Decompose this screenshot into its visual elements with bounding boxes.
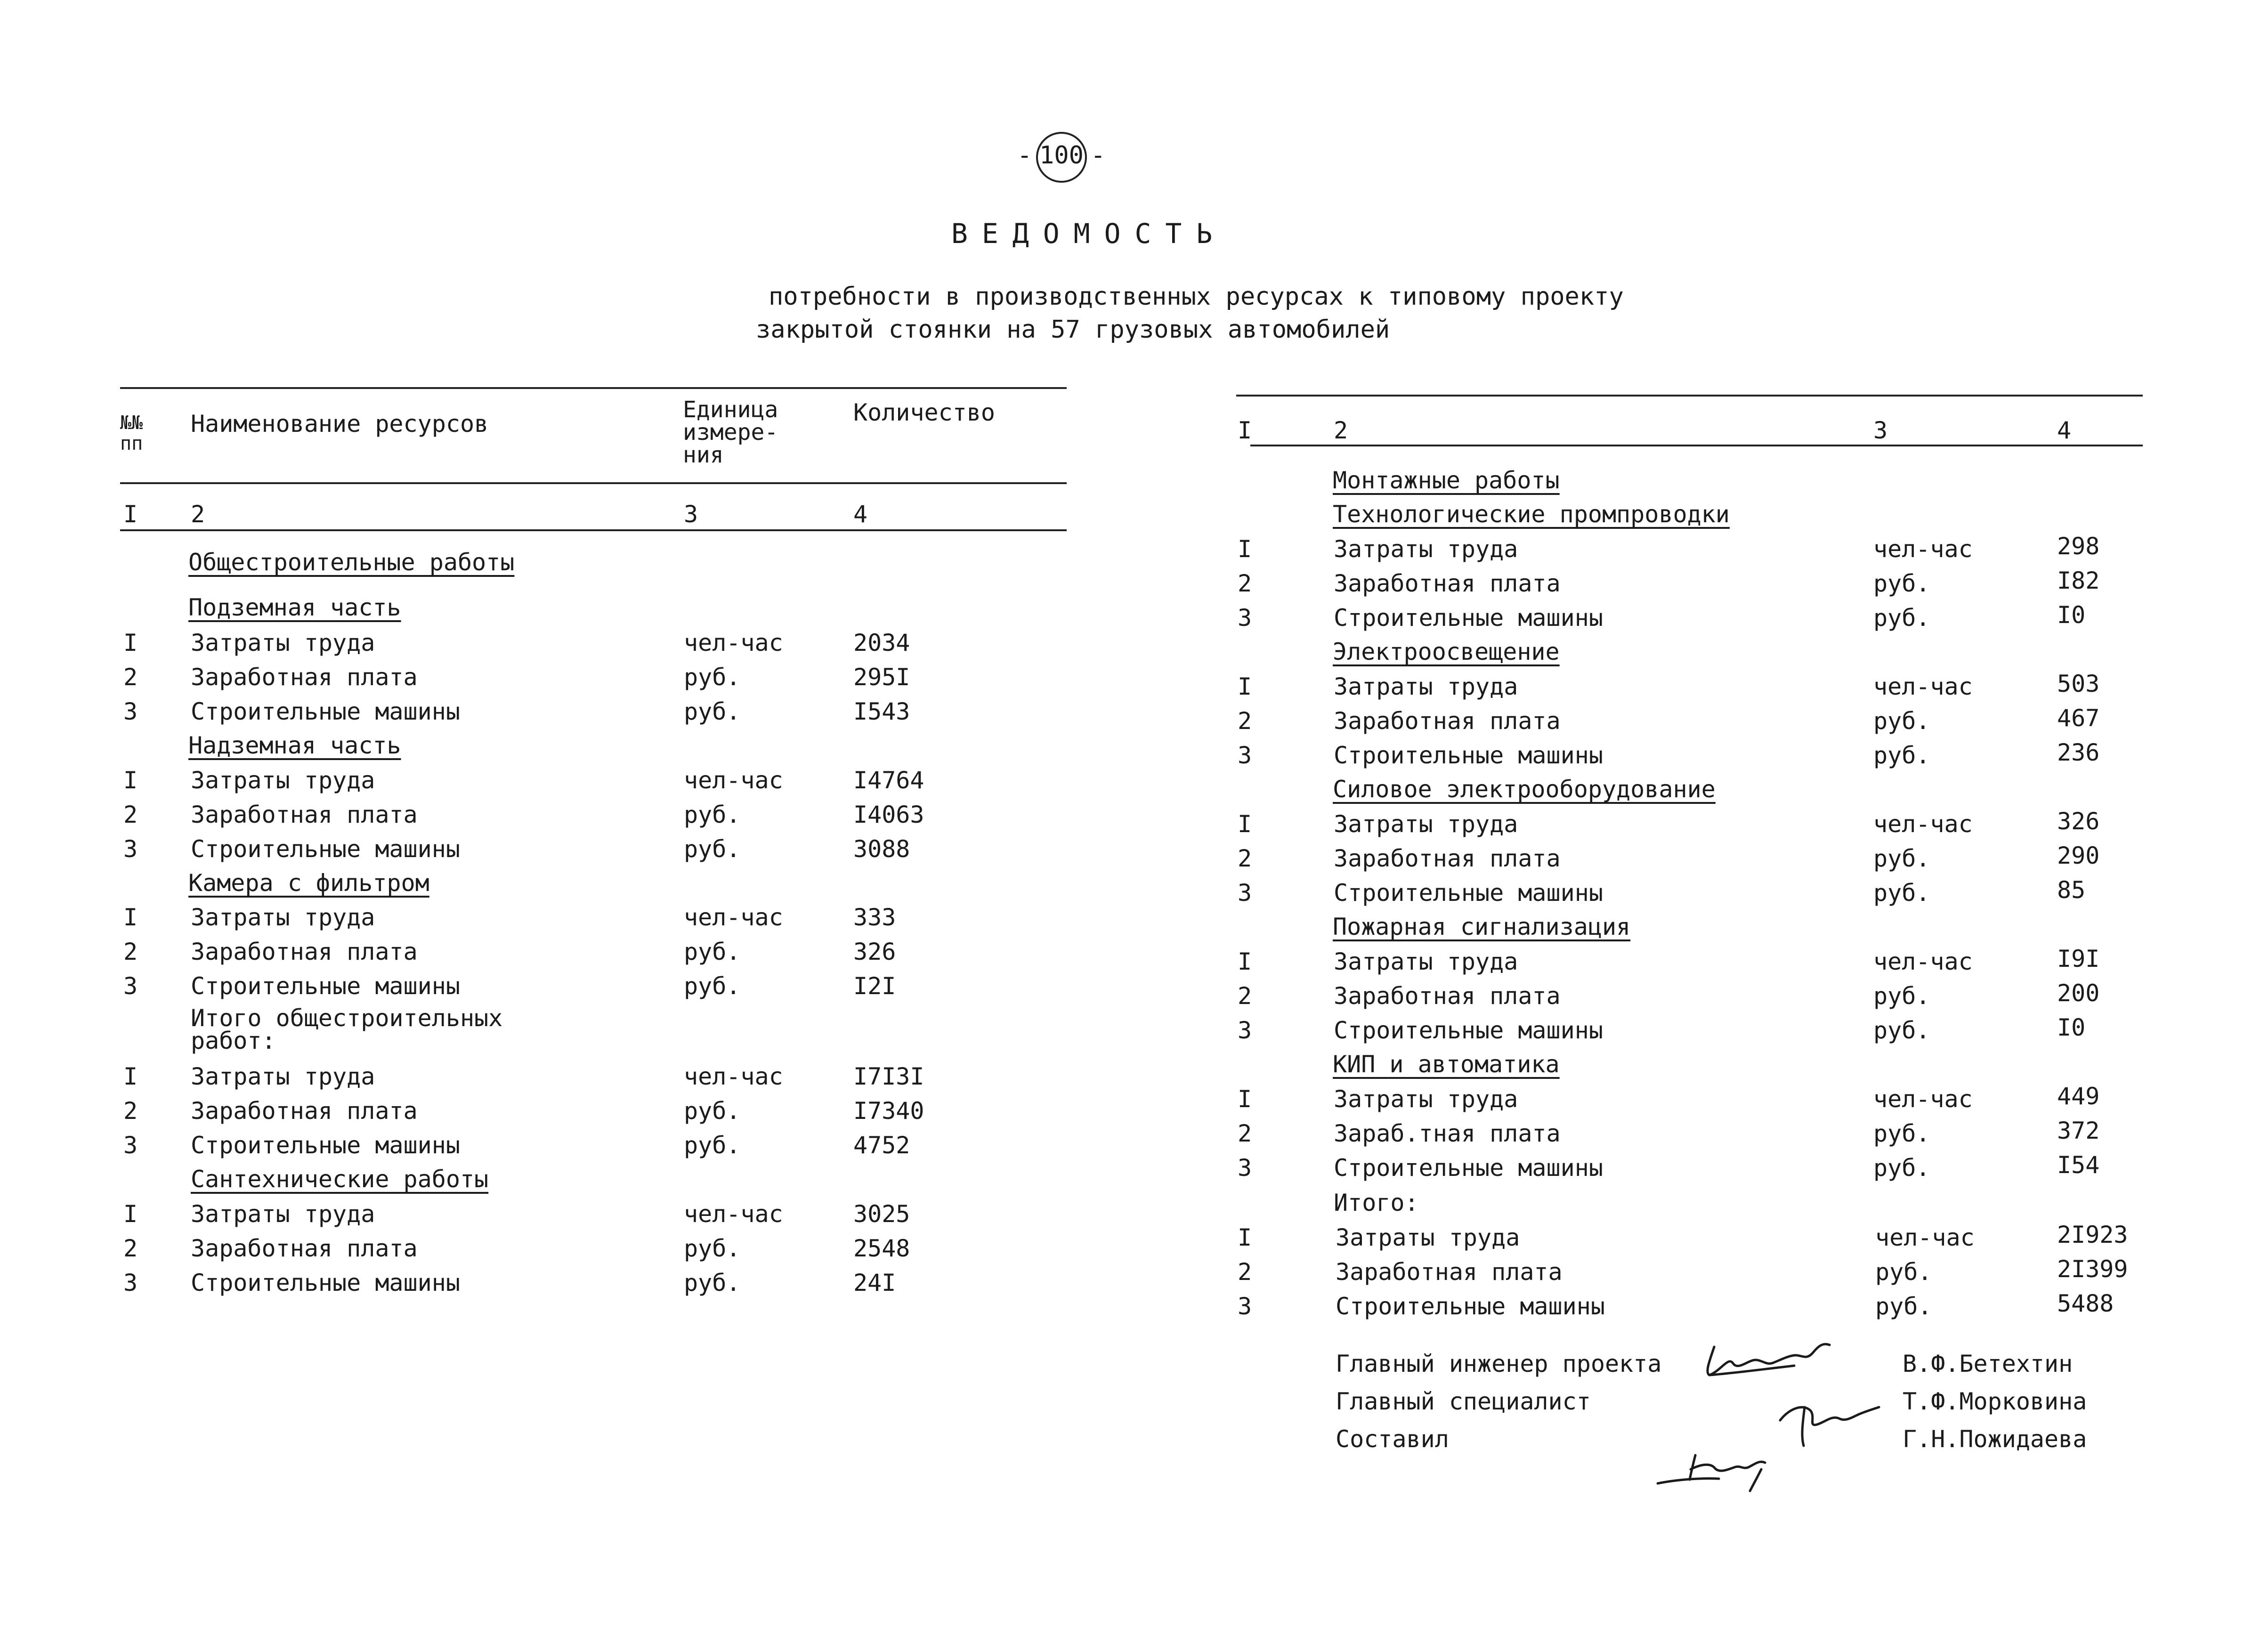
row-unit: чел-час bbox=[684, 904, 783, 931]
row-unit: руб. bbox=[1873, 1017, 1930, 1044]
row-name: Заработная плата bbox=[191, 1097, 418, 1125]
colnum-3: 3 bbox=[1873, 417, 1888, 444]
section-title: Общестроительные работы bbox=[188, 549, 515, 576]
row-name: Заработная плата bbox=[191, 801, 418, 828]
row-name: Строительные машины bbox=[191, 835, 460, 863]
row-unit: руб. bbox=[684, 972, 741, 1000]
row-unit: руб. bbox=[1873, 982, 1930, 1010]
signature-stroke bbox=[1708, 1344, 1830, 1375]
row-name: Затраты труда bbox=[191, 767, 375, 794]
row-unit: руб. bbox=[684, 938, 741, 965]
row-unit: руб. bbox=[684, 835, 741, 863]
row-name: Строительные машины bbox=[1336, 1293, 1605, 1320]
group-title: Электроосвещение bbox=[1333, 638, 1560, 665]
row-qty: 85 bbox=[2057, 876, 2086, 904]
row-number: 2 bbox=[1238, 707, 1252, 735]
row-qty: 5488 bbox=[2057, 1290, 2114, 1317]
row-name: Заработная плата bbox=[191, 938, 418, 965]
page-number-text: 100 bbox=[1039, 141, 1084, 170]
row-name: Строительные машины bbox=[191, 972, 460, 1000]
row-qty: I4764 bbox=[853, 767, 924, 794]
row-qty: I543 bbox=[853, 698, 910, 725]
row-unit: чел-час bbox=[1873, 535, 1973, 563]
left-header-rule bbox=[120, 482, 1067, 484]
handwritten-signatures bbox=[1639, 1328, 1903, 1498]
row-unit: руб. bbox=[1873, 879, 1930, 907]
row-number: 3 bbox=[1238, 1154, 1252, 1182]
row-qty: 326 bbox=[853, 938, 896, 965]
row-qty: I9I bbox=[2057, 945, 2100, 972]
row-qty: 333 bbox=[853, 904, 896, 931]
colnum-2: 2 bbox=[1334, 417, 1348, 444]
section-title: Монтажные работы bbox=[1333, 467, 1560, 494]
row-name: Затраты труда bbox=[1334, 948, 1518, 975]
row-qty: 295I bbox=[853, 664, 910, 691]
signature-role: Главный специалист bbox=[1336, 1388, 1591, 1415]
row-unit: руб. bbox=[684, 1132, 741, 1159]
row-number: I bbox=[123, 629, 138, 656]
total-title: Итого общестроительных работ: bbox=[191, 1004, 503, 1054]
colnum-1: I bbox=[123, 501, 138, 528]
row-number: 2 bbox=[123, 1235, 138, 1262]
row-qty: 2548 bbox=[853, 1235, 910, 1262]
row-qty: I2I bbox=[853, 972, 896, 1000]
row-number: I bbox=[1238, 535, 1252, 563]
row-number: 2 bbox=[1238, 982, 1252, 1010]
row-number: 3 bbox=[1238, 604, 1252, 632]
row-number: I bbox=[123, 767, 138, 794]
row-number: I bbox=[1238, 1224, 1252, 1251]
row-qty: 4752 bbox=[853, 1132, 910, 1159]
row-qty: 24I bbox=[853, 1269, 896, 1296]
signature-name: Т.Ф.Морковина bbox=[1903, 1388, 2087, 1415]
row-number: I bbox=[1238, 948, 1252, 975]
row-number: 3 bbox=[1238, 879, 1252, 907]
colnum-3: 3 bbox=[684, 501, 698, 528]
row-name: Затраты труда bbox=[191, 629, 375, 656]
row-name: Зараб.тная плата bbox=[1334, 1120, 1561, 1147]
header-no: №№ пп bbox=[120, 412, 143, 454]
colnum-4: 4 bbox=[2057, 417, 2072, 444]
row-number: I bbox=[1238, 673, 1252, 700]
row-unit: руб. bbox=[684, 1269, 741, 1296]
row-number: 3 bbox=[123, 1132, 138, 1159]
row-qty: 2034 bbox=[853, 629, 910, 656]
row-unit: руб. bbox=[684, 698, 741, 725]
row-qty: 372 bbox=[2057, 1117, 2100, 1144]
row-number: 2 bbox=[123, 801, 138, 828]
row-number: 3 bbox=[1238, 1293, 1252, 1320]
signature-stroke bbox=[1780, 1407, 1879, 1425]
header-unit: Единица измере- ния bbox=[683, 397, 778, 468]
row-unit: руб. bbox=[1873, 845, 1930, 872]
row-name: Строительные машины bbox=[1334, 1154, 1603, 1182]
group-title: Пожарная сигнализация bbox=[1333, 913, 1631, 940]
group-title: Сантехнические работы bbox=[191, 1166, 489, 1193]
row-name: Строительные машины bbox=[1334, 1017, 1603, 1044]
row-unit: чел-час bbox=[684, 629, 783, 656]
header-qty: Количество bbox=[853, 399, 996, 426]
row-qty: I0 bbox=[2057, 1014, 2086, 1041]
row-qty: 449 bbox=[2057, 1083, 2100, 1110]
row-name: Затраты труда bbox=[191, 1063, 375, 1090]
group-title: КИП и автоматика bbox=[1333, 1051, 1560, 1078]
row-name: Затраты труда bbox=[1336, 1224, 1520, 1251]
row-name: Строительные машины bbox=[1334, 879, 1603, 907]
row-number: 2 bbox=[1238, 845, 1252, 872]
row-name: Заработная плата bbox=[1336, 1258, 1563, 1286]
row-unit: руб. bbox=[1875, 1258, 1932, 1286]
row-name: Затраты труда bbox=[1334, 810, 1518, 838]
row-number: 3 bbox=[123, 1269, 138, 1296]
row-unit: чел-час bbox=[1875, 1224, 1975, 1251]
row-qty: I4063 bbox=[853, 801, 924, 828]
row-name: Затраты труда bbox=[191, 1200, 375, 1228]
row-qty: I82 bbox=[2057, 567, 2100, 594]
right-top-rule bbox=[1236, 395, 2143, 397]
row-unit: чел-час bbox=[684, 767, 783, 794]
row-name: Строительные машины bbox=[191, 1269, 460, 1296]
signature-name: В.Ф.Бетехтин bbox=[1903, 1350, 2073, 1377]
row-number: I bbox=[1238, 810, 1252, 838]
row-qty: 3088 bbox=[853, 835, 910, 863]
row-qty: 467 bbox=[2057, 705, 2100, 732]
document-title: ВЕДОМОСТЬ bbox=[951, 218, 1227, 250]
signature-name: Г.Н.Пожидаева bbox=[1903, 1425, 2087, 1453]
left-colnum-rule bbox=[120, 529, 1067, 531]
row-qty: I0 bbox=[2057, 601, 2086, 629]
signature-stroke bbox=[1690, 1455, 1765, 1480]
row-name: Заработная плата bbox=[191, 664, 418, 691]
row-name: Строительные машины bbox=[191, 1132, 460, 1159]
row-unit: чел-час bbox=[1873, 948, 1973, 975]
right-colnum-rule bbox=[1250, 445, 2143, 446]
signature-role: Составил bbox=[1336, 1425, 1449, 1453]
row-name: Затраты труда bbox=[191, 904, 375, 931]
row-unit: руб. bbox=[1873, 570, 1930, 597]
row-number: I bbox=[123, 904, 138, 931]
row-name: Заработная плата bbox=[1334, 982, 1561, 1010]
row-qty: 290 bbox=[2057, 842, 2100, 869]
row-number: 3 bbox=[123, 972, 138, 1000]
row-unit: чел-час bbox=[1873, 1085, 1973, 1113]
row-unit: руб. bbox=[684, 801, 741, 828]
row-number: 2 bbox=[1238, 1258, 1252, 1286]
row-qty: 236 bbox=[2057, 739, 2100, 766]
row-name: Затраты труда bbox=[1334, 1085, 1518, 1113]
row-unit: руб. bbox=[684, 1097, 741, 1125]
row-unit: руб. bbox=[1873, 1120, 1930, 1147]
row-number: 2 bbox=[123, 1097, 138, 1125]
group-title: Камера с фильтром bbox=[188, 869, 429, 897]
row-number: I bbox=[1238, 1085, 1252, 1113]
row-qty: I54 bbox=[2057, 1151, 2100, 1179]
group-title: Подземная часть bbox=[188, 594, 401, 621]
row-number: 3 bbox=[123, 698, 138, 725]
row-qty: I7I3I bbox=[853, 1063, 924, 1090]
row-number: 3 bbox=[123, 835, 138, 863]
row-number: 3 bbox=[1238, 742, 1252, 769]
total-title: Итого: bbox=[1334, 1189, 1419, 1216]
row-name: Заработная плата bbox=[1334, 707, 1561, 735]
row-unit: чел-час bbox=[684, 1200, 783, 1228]
row-number: I bbox=[123, 1063, 138, 1090]
page-number bbox=[1017, 127, 1106, 184]
signature-role: Главный инженер проекта bbox=[1336, 1350, 1662, 1377]
group-title: Силовое электрооборудование bbox=[1333, 776, 1716, 803]
row-number: 2 bbox=[123, 938, 138, 965]
row-unit: руб. bbox=[1873, 1154, 1930, 1182]
row-qty: 2I923 bbox=[2057, 1221, 2128, 1248]
row-number: I bbox=[123, 1200, 138, 1228]
row-number: 2 bbox=[123, 664, 138, 691]
signature-stroke bbox=[1658, 1478, 1719, 1483]
row-unit: чел-час bbox=[1873, 810, 1973, 838]
row-name: Строительные машины bbox=[1334, 604, 1603, 632]
row-qty: I7340 bbox=[853, 1097, 924, 1125]
row-unit: руб. bbox=[1873, 604, 1930, 632]
colnum-2: 2 bbox=[191, 501, 205, 528]
row-unit: чел-час bbox=[1873, 673, 1973, 700]
row-qty: 200 bbox=[2057, 980, 2100, 1007]
signature-stroke bbox=[1802, 1407, 1805, 1446]
subtitle-line-1: потребности в производственных ресурсах к типовому проекту bbox=[769, 283, 1624, 311]
row-unit: руб. bbox=[684, 1235, 741, 1262]
row-unit: руб. bbox=[1875, 1293, 1932, 1320]
row-qty: 503 bbox=[2057, 670, 2100, 697]
dash-right: - bbox=[1091, 141, 1106, 170]
row-name: Заработная плата bbox=[1334, 845, 1561, 872]
dash-left: - bbox=[1017, 141, 1032, 170]
row-qty: 298 bbox=[2057, 533, 2100, 560]
row-unit: чел-час bbox=[684, 1063, 783, 1090]
row-unit: руб. bbox=[1873, 707, 1930, 735]
group-title: Технологические промпроводки bbox=[1333, 501, 1730, 528]
colnum-1: I bbox=[1238, 417, 1252, 444]
row-name: Заработная плата bbox=[1334, 570, 1561, 597]
row-name: Строительные машины bbox=[191, 698, 460, 725]
row-unit: руб. bbox=[1873, 742, 1930, 769]
left-top-rule bbox=[120, 387, 1067, 389]
row-unit: руб. bbox=[684, 664, 741, 691]
header-name: Наименование ресурсов bbox=[191, 410, 489, 437]
signature-stroke bbox=[1750, 1469, 1761, 1491]
row-number: 2 bbox=[1238, 1120, 1252, 1147]
row-name: Затраты труда bbox=[1334, 673, 1518, 700]
row-name: Затраты труда bbox=[1334, 535, 1518, 563]
row-name: Строительные машины bbox=[1334, 742, 1603, 769]
row-number: 3 bbox=[1238, 1017, 1252, 1044]
row-qty: 326 bbox=[2057, 808, 2100, 835]
row-name: Заработная плата bbox=[191, 1235, 418, 1262]
row-number: 2 bbox=[1238, 570, 1252, 597]
row-qty: 2I399 bbox=[2057, 1255, 2128, 1283]
row-qty: 3025 bbox=[853, 1200, 910, 1228]
subtitle-line-2: закрытой стоянки на 57 грузовых автомобилей bbox=[756, 316, 1390, 344]
colnum-4: 4 bbox=[853, 501, 868, 528]
group-title: Надземная часть bbox=[188, 732, 401, 759]
